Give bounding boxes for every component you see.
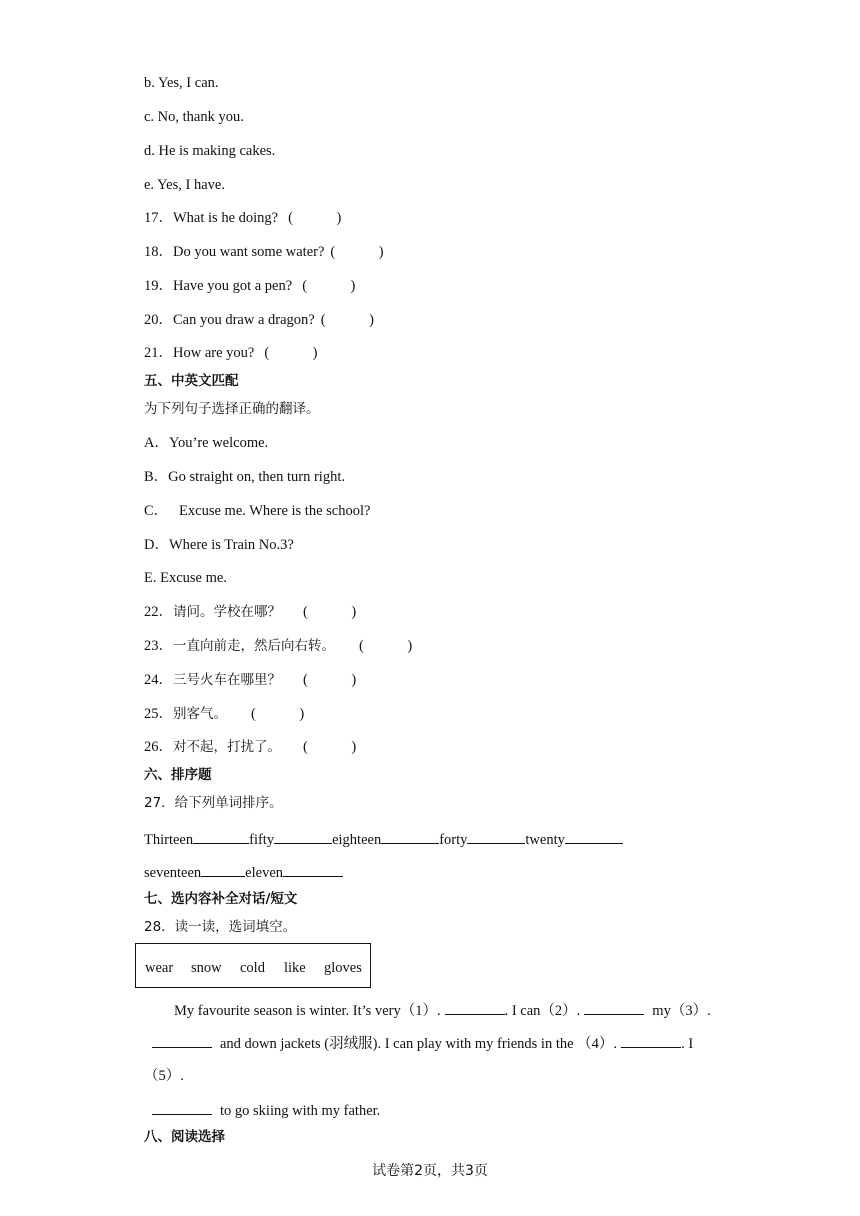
passage-line-1: My favourite season is winter. It’s very（1）. . I can（2）. my（3）.: [174, 1000, 711, 1020]
word-order-row-2: seventeen eleven: [144, 862, 343, 882]
option-E: E. Excuse me.: [144, 570, 227, 586]
option-B: B．Go straight on, then turn right.: [144, 469, 345, 485]
passage-line-4: to go skiing with my father.: [152, 1100, 380, 1120]
question-27: 27．给下列单词排序。: [144, 795, 283, 811]
question-25: 25．别客气。 ( ): [144, 706, 305, 722]
question-22: 22．请问。学校在哪？ ( ): [144, 604, 357, 620]
option-d: d. He is making cakes.: [144, 143, 276, 159]
question-21: 21．How are you? ( ): [144, 345, 318, 361]
word-bank-item: cold: [240, 960, 265, 976]
word-bank-box: [135, 943, 371, 988]
option-D: D．Where is Train No.3?: [144, 537, 294, 553]
option-b: b. Yes, I can.: [144, 75, 219, 91]
section-5-title: 五、中英文匹配: [144, 373, 239, 389]
option-c: c. No, thank you.: [144, 109, 244, 125]
question-20: 20．Can you draw a dragon? ( ): [144, 312, 374, 328]
passage-line-2: and down jackets (羽绒服). I can play with my friends in the （4）. . I: [152, 1033, 693, 1053]
section-5-instruction: 为下列句子选择正确的翻译。: [144, 401, 320, 417]
section-7-title: 七、选内容补全对话/短文: [144, 891, 298, 907]
question-28: 28．读一读，选词填空。: [144, 919, 297, 935]
section-6-title: 六、排序题: [144, 767, 212, 783]
option-e: e. Yes, I have.: [144, 177, 225, 193]
option-A: A．You’re welcome.: [144, 435, 269, 451]
question-26: 26．对不起，打扰了。 ( ): [144, 739, 357, 755]
word-bank-item: gloves: [324, 960, 362, 976]
word-bank-item: snow: [191, 960, 222, 976]
question-24: 24．三号火车在哪里？ ( ): [144, 672, 357, 688]
word-bank-item: wear: [145, 960, 174, 976]
passage-line-3: （5）.: [144, 1068, 184, 1084]
word-bank-item: like: [284, 960, 306, 976]
question-19: 19．Have you got a pen? ( ): [144, 278, 356, 294]
word-order-row-1: Thirteen fifty eighteen forty twenty: [144, 829, 623, 849]
option-C: C． Excuse me. Where is the school?: [144, 503, 371, 519]
question-23: 23．一直向前走，然后向右转。 ( ): [144, 638, 413, 654]
question-17: 17．What is he doing? ( ): [144, 210, 342, 226]
question-18: 18．Do you want some water? ( ): [144, 244, 384, 260]
section-8-title: 八、阅读选择: [144, 1129, 225, 1145]
page-footer: 试卷第2页，共3页: [372, 1163, 488, 1179]
